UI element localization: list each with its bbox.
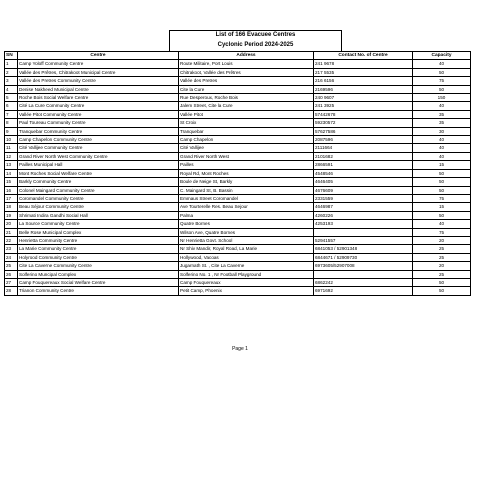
cell-sn: 9 bbox=[5, 127, 18, 135]
table-row bbox=[5, 68, 471, 76]
cell-contact: 2111664 bbox=[314, 144, 413, 152]
cell-capacity: 50 bbox=[413, 287, 471, 295]
table-header-row bbox=[5, 52, 471, 60]
cell-address: Chitrakoot, Vallée des Prêtres bbox=[179, 68, 314, 76]
cell-centre: Trianon Community Centre bbox=[18, 287, 179, 295]
cell-sn: 11 bbox=[5, 144, 18, 152]
cell-centre: Colonel Maingard Community Centre bbox=[18, 186, 179, 194]
cell-contact: 6841053 / 52901348 bbox=[314, 245, 413, 253]
cell-capacity: 50 bbox=[413, 278, 471, 286]
cell-contact: 4260226 bbox=[314, 211, 413, 219]
cell-capacity: 50 bbox=[413, 186, 471, 194]
cell-centre: Camp Fouquereaux Social Welfare Centre bbox=[18, 278, 179, 286]
cell-capacity: 50 bbox=[413, 178, 471, 186]
table-row bbox=[5, 85, 471, 93]
cell-centre: Paul Toureau Community Centre bbox=[18, 119, 179, 127]
cell-capacity: 75 bbox=[413, 194, 471, 202]
cell-address: Vallée des Pretres bbox=[179, 77, 314, 85]
cell-sn: 14 bbox=[5, 169, 18, 177]
document-title: List of 166 Evacuee Centres bbox=[215, 32, 296, 38]
cell-sn: 1 bbox=[5, 60, 18, 68]
cell-contact bbox=[314, 270, 413, 278]
table-row bbox=[5, 262, 471, 270]
table-row bbox=[5, 236, 471, 244]
cell-capacity: 25 bbox=[413, 253, 471, 261]
cell-address: Nr Shiv Mandir, Royal Road, La Marie bbox=[179, 245, 314, 253]
cell-sn: 16 bbox=[5, 186, 18, 194]
table-row bbox=[5, 194, 471, 202]
cell-sn: 24 bbox=[5, 253, 18, 261]
cell-address: Ave Tourterelle Res. Beau Sejour bbox=[179, 203, 314, 211]
cell-address: Camp Fouquereaux bbox=[179, 278, 314, 286]
cell-centre: Shrimati Indira Gandhi Social Hall bbox=[18, 211, 179, 219]
cell-centre: Vallée des Prêtres, Chitrakoot Municipal Centre bbox=[18, 68, 179, 76]
table-row bbox=[5, 144, 471, 152]
cell-capacity: 40 bbox=[413, 152, 471, 160]
cell-centre: Solferino Muncipal Complex bbox=[18, 270, 179, 278]
cell-capacity: 25 bbox=[413, 245, 471, 253]
cell-address: Emmaus Street Coromandel bbox=[179, 194, 314, 202]
table-row bbox=[5, 211, 471, 219]
cell-contact: 6844671 / 52909730 bbox=[314, 253, 413, 261]
table-row bbox=[5, 152, 471, 160]
cell-centre: Cite La Caverne Community Centre bbox=[18, 262, 179, 270]
cell-address: Wilson Ave, Quatre Bornes bbox=[179, 228, 314, 236]
page-number: Page 1 bbox=[232, 346, 248, 352]
cell-sn: 4 bbox=[5, 85, 18, 93]
cell-capacity: 25 bbox=[413, 270, 471, 278]
cell-address: St Croix bbox=[179, 119, 314, 127]
cell-centre: Cité La Cure Community Centre bbox=[18, 102, 179, 110]
column-header-centre: Centre bbox=[18, 52, 179, 60]
cell-address: Jugarnath St. , Cite La Caverne bbox=[179, 262, 314, 270]
cell-contact: 6971692 bbox=[314, 287, 413, 295]
cell-sn: 8 bbox=[5, 119, 18, 127]
table-row bbox=[5, 278, 471, 286]
cell-address: Boule de Neige St, Barkly bbox=[179, 178, 314, 186]
cell-contact: 4646405 bbox=[314, 178, 413, 186]
cell-centre: Camp Chapelon Community Centre bbox=[18, 136, 179, 144]
cell-address: Royal Rd, Mont Roches bbox=[179, 169, 314, 177]
cell-sn: 18 bbox=[5, 203, 18, 211]
cell-address: Vallée Pitot bbox=[179, 110, 314, 118]
cell-contact: 241 3925 bbox=[314, 102, 413, 110]
cell-address: Solferino No. 1 , Nr Football Playground bbox=[179, 270, 314, 278]
cell-contact: 2087596 bbox=[314, 136, 413, 144]
cell-sn: 3 bbox=[5, 77, 18, 85]
column-header-address: Address bbox=[179, 52, 314, 60]
cell-capacity: 15 bbox=[413, 203, 471, 211]
table-row bbox=[5, 60, 471, 68]
cell-capacity: 40 bbox=[413, 220, 471, 228]
cell-centre: Beau Séjour Community Centre bbox=[18, 203, 179, 211]
table-row bbox=[5, 119, 471, 127]
cell-address: Palma bbox=[179, 211, 314, 219]
cell-address: Rue Desperoux, Roche Bois bbox=[179, 94, 314, 102]
cell-address: Jalem Street, Cite la Cure bbox=[179, 102, 314, 110]
cell-contact: 57627586 bbox=[314, 127, 413, 135]
cell-address: Cite la Cure bbox=[179, 85, 314, 93]
cell-contact: 6862242 bbox=[314, 278, 413, 286]
cell-address: Nr Henrietta Govt. School bbox=[179, 236, 314, 244]
cell-address: Pailles bbox=[179, 161, 314, 169]
cell-centre: Vallée des Pretres Community Centre bbox=[18, 77, 179, 85]
cell-centre: Camp Yoloff Community Centre bbox=[18, 60, 179, 68]
cell-centre: Grand River North West Community Centre bbox=[18, 152, 179, 160]
cell-address: Route Militaire, Port Louis bbox=[179, 60, 314, 68]
cell-sn: 5 bbox=[5, 94, 18, 102]
cell-address: Grand River North West bbox=[179, 152, 314, 160]
document-subtitle: Cyclonic Period 2024-2025 bbox=[217, 42, 294, 48]
table-row bbox=[5, 253, 471, 261]
cell-contact: 59230572 bbox=[314, 119, 413, 127]
cell-centre: Pailles Municipal Hall bbox=[18, 161, 179, 169]
table-row bbox=[5, 203, 471, 211]
cell-sn: 19 bbox=[5, 211, 18, 219]
cell-contact: 2866591 bbox=[314, 161, 413, 169]
cell-contact: 216 6156 bbox=[314, 77, 413, 85]
cell-contact: 4253193 bbox=[314, 220, 413, 228]
cell-contact: 52941557 bbox=[314, 236, 413, 244]
cell-contact: 4548546 bbox=[314, 169, 413, 177]
cell-capacity: 75 bbox=[413, 228, 471, 236]
table-row bbox=[5, 287, 471, 295]
cell-contact: 2331559 bbox=[314, 194, 413, 202]
cell-sn: 23 bbox=[5, 245, 18, 253]
cell-capacity: 40 bbox=[413, 144, 471, 152]
cell-centre: Vallée Pitot Community Centre bbox=[18, 110, 179, 118]
cell-sn: 22 bbox=[5, 236, 18, 244]
evacuee-centres-table bbox=[4, 51, 471, 296]
cell-centre: Tranquebar Community Centre bbox=[18, 127, 179, 135]
cell-sn: 21 bbox=[5, 228, 18, 236]
column-header-capacity: Capacity bbox=[413, 52, 471, 60]
cell-centre: Coromandel Community Centre bbox=[18, 194, 179, 202]
cell-sn: 25 bbox=[5, 262, 18, 270]
cell-capacity: 150 bbox=[413, 94, 471, 102]
table-row bbox=[5, 220, 471, 228]
cell-sn: 15 bbox=[5, 178, 18, 186]
cell-capacity: 75 bbox=[413, 77, 471, 85]
cell-sn: 26 bbox=[5, 270, 18, 278]
cell-contact: 57442678 bbox=[314, 110, 413, 118]
column-header-contact: Contact No. of Centre bbox=[314, 52, 413, 60]
cell-contact: 217 5535 bbox=[314, 68, 413, 76]
cell-capacity: 40 bbox=[413, 102, 471, 110]
cell-address: C. Maingard St, B. Bassin bbox=[179, 186, 314, 194]
cell-contact: 4646987 bbox=[314, 203, 413, 211]
cell-capacity: 20 bbox=[413, 262, 471, 270]
cell-capacity: 50 bbox=[413, 211, 471, 219]
cell-address: Hollywood, Vacoas bbox=[179, 253, 314, 261]
cell-address: Cité Vallijee bbox=[179, 144, 314, 152]
cell-centre: Cité Vallijee Community Centre bbox=[18, 144, 179, 152]
cell-centre: La Source Community Centre bbox=[18, 220, 179, 228]
cell-centre: Belle Rose Municipal Complex bbox=[18, 228, 179, 236]
cell-contact: 241 9678 bbox=[314, 60, 413, 68]
cell-centre: Roche Bois Social Welfare Centre bbox=[18, 94, 179, 102]
cell-centre: Henrietta Community Centre bbox=[18, 236, 179, 244]
cell-capacity: 35 bbox=[413, 119, 471, 127]
cell-contact: 2101682 bbox=[314, 152, 413, 160]
cell-sn: 20 bbox=[5, 220, 18, 228]
cell-centre: Denise Nakheed Municipal Centre bbox=[18, 85, 179, 93]
column-header-sn: SN bbox=[5, 52, 18, 60]
table-row bbox=[5, 110, 471, 118]
cell-contact: 4676609 bbox=[314, 186, 413, 194]
table-row bbox=[5, 245, 471, 253]
cell-centre: Barkly Community Centre bbox=[18, 178, 179, 186]
table-row bbox=[5, 270, 471, 278]
cell-sn: 7 bbox=[5, 110, 18, 118]
cell-sn: 27 bbox=[5, 278, 18, 286]
cell-address: Tranquebar bbox=[179, 127, 314, 135]
cell-capacity: 35 bbox=[413, 110, 471, 118]
table-row bbox=[5, 136, 471, 144]
table-row bbox=[5, 161, 471, 169]
cell-contact: 2169596 bbox=[314, 85, 413, 93]
cell-capacity: 40 bbox=[413, 136, 471, 144]
cell-sn: 6 bbox=[5, 102, 18, 110]
table-row bbox=[5, 228, 471, 236]
cell-centre: Holyrood Community Centre bbox=[18, 253, 179, 261]
cell-centre: La Marie Community Centre bbox=[18, 245, 179, 253]
cell-capacity: 30 bbox=[413, 127, 471, 135]
cell-sn: 10 bbox=[5, 136, 18, 144]
table-row bbox=[5, 186, 471, 194]
table-row bbox=[5, 127, 471, 135]
cell-capacity: 20 bbox=[413, 236, 471, 244]
cell-address: Quatre Bornes bbox=[179, 220, 314, 228]
cell-sn: 17 bbox=[5, 194, 18, 202]
cell-contact: 240 9607 bbox=[314, 94, 413, 102]
cell-sn: 12 bbox=[5, 152, 18, 160]
table-row bbox=[5, 94, 471, 102]
cell-capacity: 50 bbox=[413, 68, 471, 76]
cell-address: Camp Chapelon bbox=[179, 136, 314, 144]
cell-capacity: 50 bbox=[413, 85, 471, 93]
table-row bbox=[5, 77, 471, 85]
cell-capacity: 50 bbox=[413, 169, 471, 177]
cell-capacity: 40 bbox=[413, 60, 471, 68]
cell-contact: 6973605/52907008 bbox=[314, 262, 413, 270]
cell-capacity: 15 bbox=[413, 161, 471, 169]
cell-sn: 2 bbox=[5, 68, 18, 76]
table-row bbox=[5, 102, 471, 110]
cell-address: Petit Camp, Phoenix bbox=[179, 287, 314, 295]
cell-sn: 28 bbox=[5, 287, 18, 295]
table-row bbox=[5, 169, 471, 177]
cell-contact bbox=[314, 228, 413, 236]
title-box bbox=[169, 30, 342, 52]
table-body bbox=[5, 60, 471, 295]
table-row bbox=[5, 178, 471, 186]
cell-centre: Mont Roches Social Welfare Centre bbox=[18, 169, 179, 177]
cell-sn: 13 bbox=[5, 161, 18, 169]
